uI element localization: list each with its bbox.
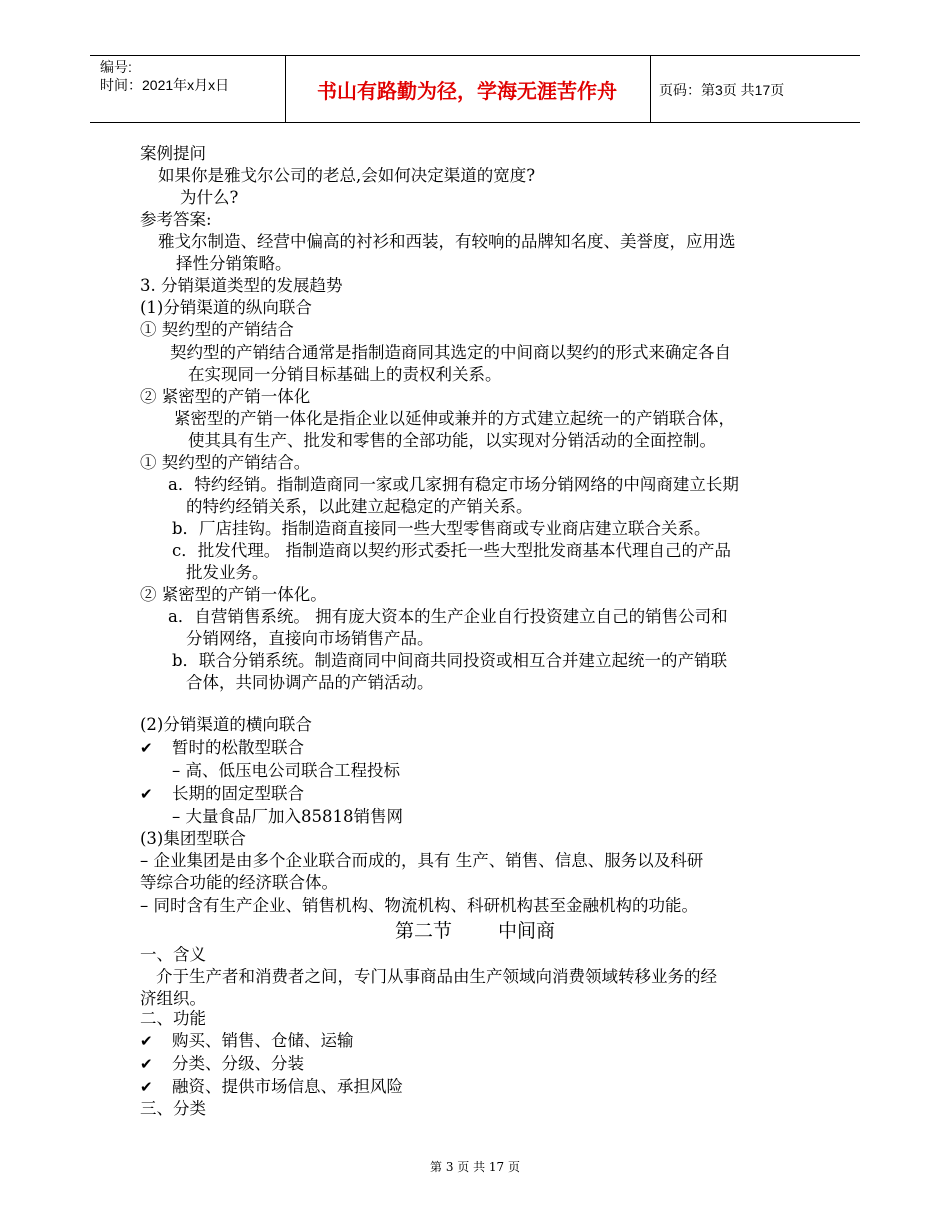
text-line: b．厂店挂钩。指制造商直接同一些大型零售商或专业商店建立联合关系。 [172, 519, 711, 538]
check-icon: ✔ [140, 1032, 153, 1050]
text-line: 一、含义 [140, 945, 206, 964]
text-line: 批发业务。 [186, 563, 269, 582]
header-divider-left [285, 56, 286, 122]
text-line: – 企业集团是由多个企业联合而成的，具有 生产、销售、信息、服务以及科研 [140, 851, 704, 870]
text-line: 在实现同一分销目标基础上的责权利关系。 [188, 365, 502, 384]
checklist-item: ✔ 分类、分级、分装 [140, 1054, 304, 1073]
text-line: ② 紧密型的产销一体化。 [140, 585, 327, 604]
text-line: 三、分类 [140, 1099, 206, 1118]
header-meta [100, 58, 229, 94]
text-line: b．联合分销系统。制造商同中间商共同投资或相互合并建立起统一的产销联 [172, 651, 728, 670]
text-line: a．特约经销。指制造商同一家或几家拥有稳定市场分销网络的中闯商建立长期 [168, 475, 739, 494]
text-line: a．自营销售系统。 拥有庞大资本的生产企业自行投资建立自己的销售公司和 [168, 607, 728, 626]
check-icon: ✔ [140, 1078, 153, 1096]
text-line: ① 契约型的产销结合 [140, 320, 294, 339]
text-line: (3)集团型联合 [140, 829, 246, 848]
text-line: 二、功能 [140, 1009, 206, 1028]
section-heading [0, 918, 950, 944]
text-line: 等综合功能的经济联合体。 [140, 873, 338, 892]
section-number: 第二节 [394, 920, 452, 942]
page-footer: 第 3 页 共 17 页 [430, 1160, 520, 1174]
page-header [90, 55, 860, 123]
text-line: – 同时含有生产企业、销售机构、物流机构、科研机构甚至金融机构的功能。 [140, 896, 698, 915]
time-label: 时间：2021年x月x日 [100, 77, 230, 93]
text-line: ① 契约型的产销结合。 [140, 453, 311, 472]
text-line: 济组织。 [140, 989, 206, 1008]
text-line: – 高、低压电公司联合工程投标 [172, 761, 400, 780]
text-line: 为什么? [180, 188, 239, 207]
text-line: 3. 分销渠道类型的发展趋势 [140, 276, 343, 295]
text-line: 合体，共同协调产品的产销活动。 [186, 673, 434, 692]
text-line: (2)分销渠道的横向联合 [140, 715, 312, 734]
text-line: 参考答案: [140, 210, 212, 229]
header-divider-right [650, 56, 651, 122]
section-title: 中间商 [498, 920, 556, 942]
text-line: 择性分销策略。 [176, 254, 292, 273]
text-line: – 大量食品厂加入85818销售网 [172, 807, 403, 826]
text-line: ② 紧密型的产销一体化 [140, 387, 311, 406]
text-line: 紧密型的产销一体化是指企业以延伸或兼并的方式建立起统一的产销联合体， [174, 409, 735, 428]
check-icon: ✔ [140, 785, 153, 803]
text-line: c．批发代理。 指制造商以契约形式委托一些大型批发商基本代理自己的产品 [172, 541, 731, 560]
header-motto: 书山有路勤为径，学海无涯苦作舟 [317, 78, 617, 103]
header-page-info: 页码：第3页 共17页 [659, 82, 785, 98]
check-icon: ✔ [140, 1055, 153, 1073]
checklist-item: ✔ 暂时的松散型联合 [140, 738, 304, 757]
checklist-item: ✔ 购买、销售、仓储、运输 [140, 1031, 354, 1050]
text-line: (1)分销渠道的纵向联合 [140, 298, 312, 317]
text-line: 如果你是雅戈尔公司的老总,会如何决定渠道的宽度? [158, 166, 536, 185]
check-icon: ✔ [140, 739, 153, 757]
checklist-item: ✔ 融资、提供市场信息、承担风险 [140, 1077, 403, 1096]
checklist-item: ✔ 长期的固定型联合 [140, 784, 304, 803]
text-line: 的特约经销关系，以此建立起稳定的产销关系。 [186, 497, 533, 516]
number-label: 编号: [100, 59, 132, 75]
text-line: 契约型的产销结合通常是指制造商同其选定的中间商以契约的形式来确定各自 [170, 343, 731, 362]
text-line: 分销网络，直接向市场销售产品。 [186, 629, 434, 648]
text-line: 雅戈尔制造、经营中偏高的衬衫和西装，有较响的品牌知名度、美誉度，应用选 [158, 232, 736, 251]
text-line: 案例提问 [140, 144, 206, 163]
text-line: 介于生产者和消费者之间，专门从事商品由生产领域向消费领域转移业务的经 [156, 967, 717, 986]
text-line: 使其具有生产、批发和零售的全部功能，以实现对分销活动的全面控制。 [188, 431, 716, 450]
